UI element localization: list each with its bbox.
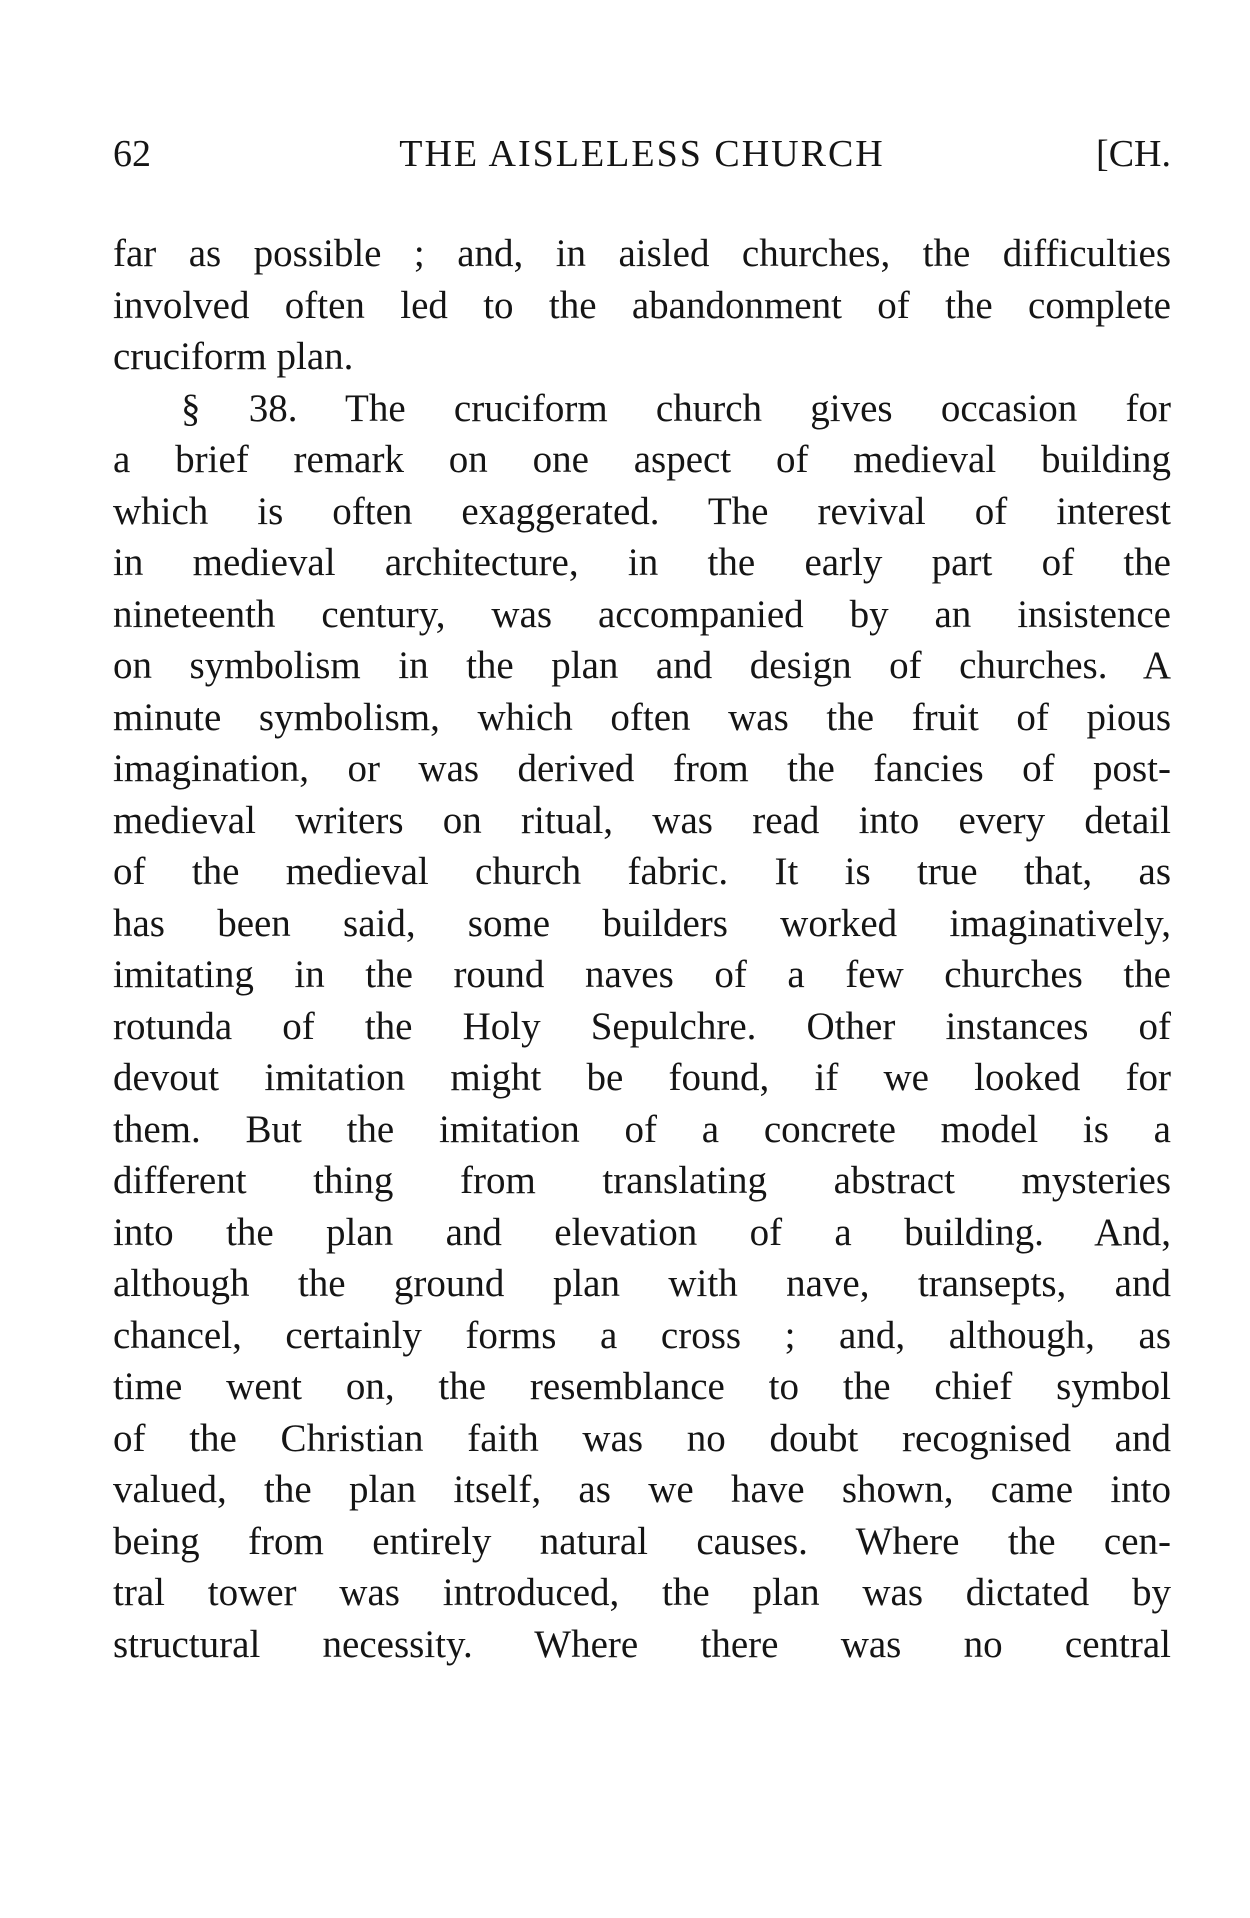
text-line: different thing from translating abstract mysteries	[113, 1159, 1171, 1202]
text-line: minute symbolism, which often was the fruit of pious	[113, 695, 1171, 739]
text-line: being from entirely natural causes. Where the cen-	[113, 1519, 1171, 1563]
text-line: on symbolism in the plan and design of churches. A	[113, 644, 1171, 687]
text-line: imitating in the round naves of a few churches the	[113, 953, 1171, 996]
text-line: them. But the imitation of a concrete model is a	[113, 1107, 1171, 1151]
text-line: nineteenth century, was accompanied by an insistence	[113, 592, 1171, 636]
text-line: although the ground plan with nave, transepts, and	[113, 1262, 1171, 1305]
page-number: 62	[113, 133, 151, 175]
text-line: has been said, some builders worked imaginatively,	[113, 901, 1171, 945]
text-line: § 38. The cruciform church gives occasion for	[181, 386, 1171, 430]
text-line: rotunda of the Holy Sepulchre. Other instances of	[113, 1004, 1171, 1048]
text-line: time went on, the resemblance to the chief symbol	[113, 1365, 1171, 1408]
text-line: cruciform plan.	[113, 335, 354, 378]
text-line: devout imitation might be found, if we looked for	[113, 1056, 1171, 1099]
text-line: involved often led to the abandonment of the complete	[113, 283, 1171, 327]
text-line: valued, the plan itself, as we have shown, came into	[113, 1468, 1171, 1511]
text-line: far as possible ; and, in aisled churches, the difficulties	[113, 232, 1171, 275]
text-line: of the Christian faith was no doubt recognised and	[113, 1416, 1171, 1460]
text-line: medieval writers on ritual, was read into every detail	[113, 798, 1171, 842]
text-line: into the plan and elevation of a building. And,	[113, 1210, 1171, 1254]
text-line: which is often exaggerated. The revival of interest	[113, 489, 1171, 533]
chapter-mark: [CH.	[1096, 133, 1171, 175]
text-line: chancel, certainly forms a cross ; and, although, as	[113, 1313, 1171, 1357]
text-line: in medieval architecture, in the early part of the	[113, 541, 1171, 584]
running-title: THE AISLELESS CHURCH	[399, 133, 885, 175]
running-header	[113, 132, 1171, 182]
text-line: of the medieval church fabric. It is true that, as	[113, 850, 1171, 893]
text-line: tral tower was introduced, the plan was dictated by	[113, 1571, 1171, 1614]
text-line: a brief remark on one aspect of medieval building	[113, 438, 1171, 481]
body-text	[113, 228, 1171, 1670]
text-line: structural necessity. Where there was no central	[113, 1622, 1171, 1666]
text-line: imagination, or was derived from the fancies of post-	[113, 747, 1171, 790]
